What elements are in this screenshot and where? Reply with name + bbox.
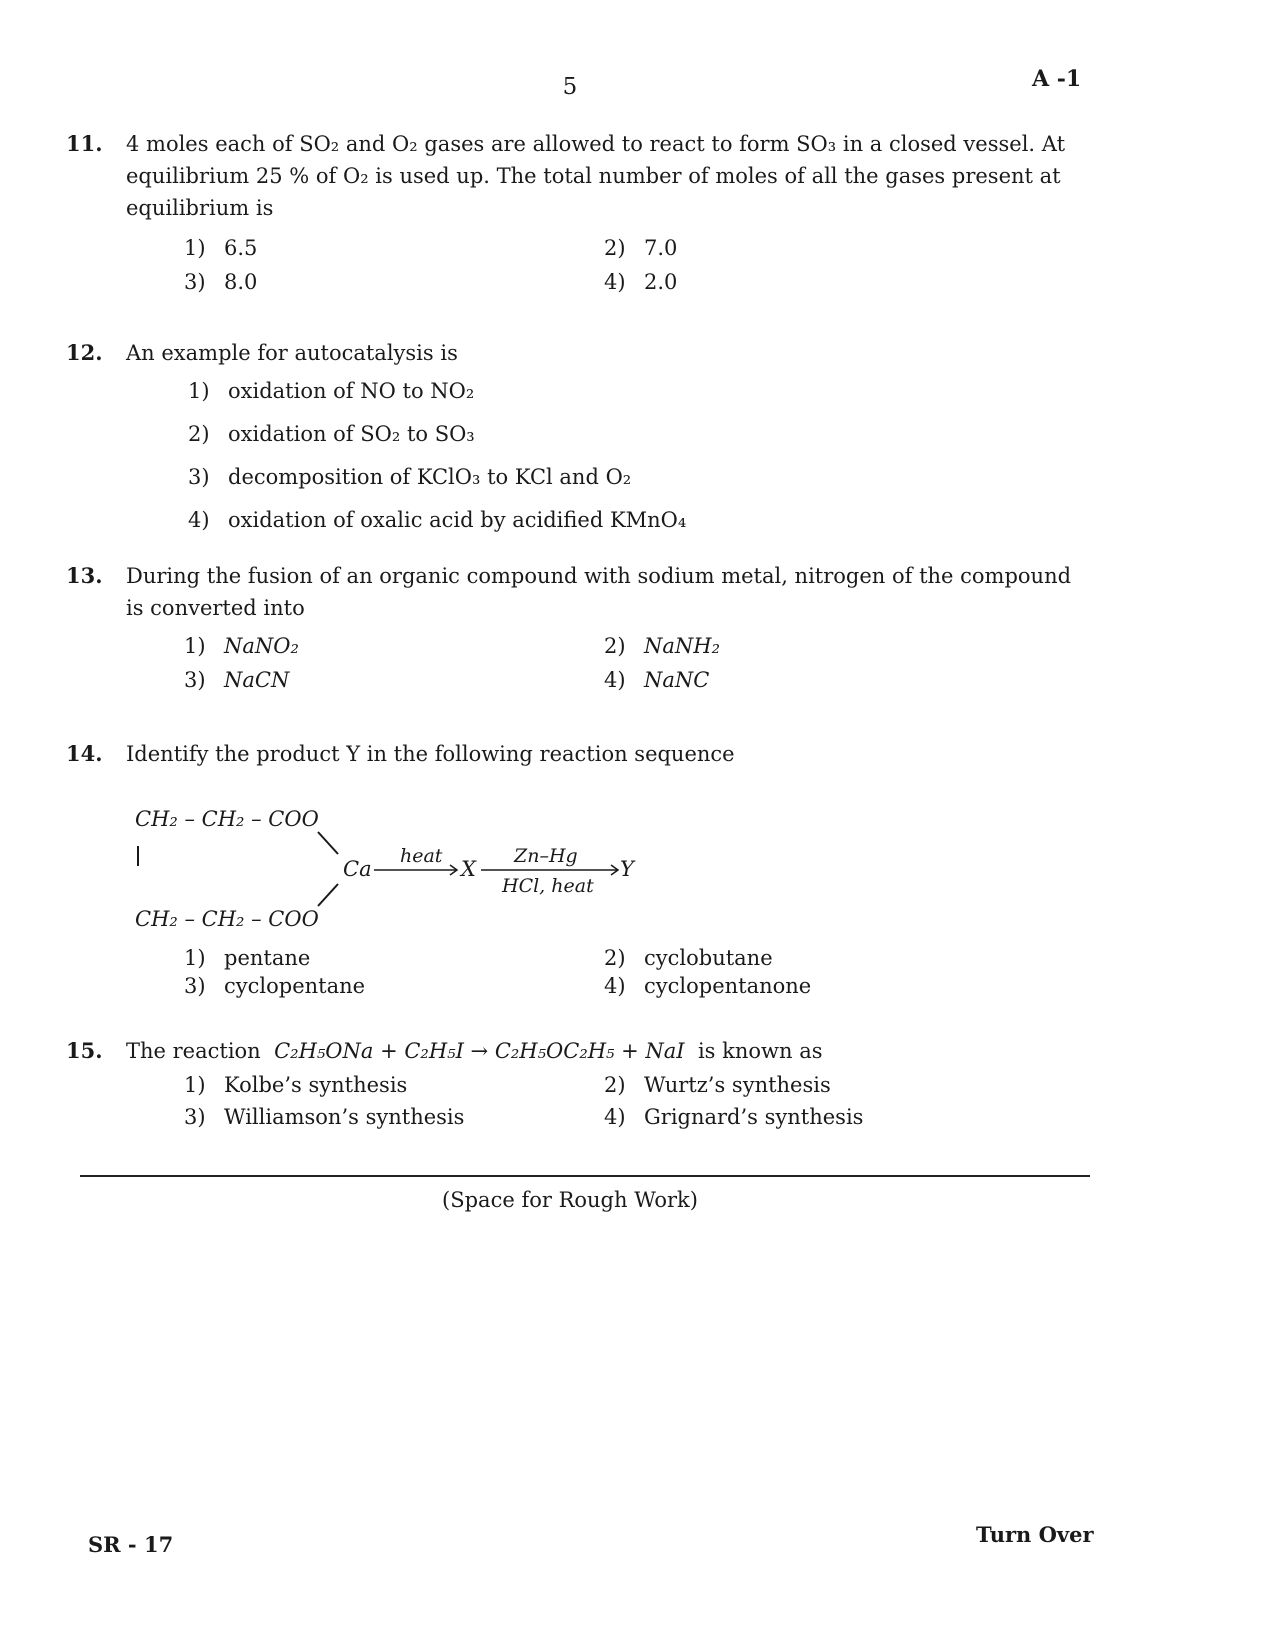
question-number: 15.	[66, 1038, 103, 1063]
question-14-options	[66, 946, 1086, 998]
product-y: Y	[620, 857, 634, 881]
question-number: 11.	[66, 131, 103, 156]
option-3: 3) decomposition of KClO₃ to KCl and O₂	[188, 465, 632, 489]
options	[188, 379, 1086, 551]
option-4: 4) Grignard’s synthesis	[604, 1105, 864, 1129]
page-number: 5	[562, 74, 578, 100]
question-stem: An example for autocatalysis is	[126, 341, 458, 365]
question-number: 13.	[66, 563, 103, 588]
option-4: 4) oxidation of oxalic acid by acidified KMnO₄	[188, 508, 687, 532]
question-stem: 4 moles each of SO₂ and O₂ gases are allowed to react to form SO₃ in a closed vessel. At equilibrium 25 % of O₂ is used up. The total number of moles of all the gases present at equilibrium is	[126, 132, 1066, 220]
options	[184, 236, 1086, 294]
option-4: 4) cyclopentanone	[604, 974, 812, 998]
question-14	[66, 738, 1086, 770]
rough-work-label: (Space for Rough Work)	[442, 1188, 698, 1212]
option-1: 1) Kolbe’s synthesis	[184, 1073, 408, 1097]
top-chain: CH₂ – CH₂ – COO	[135, 807, 319, 831]
arrow1-label: heat	[400, 845, 443, 867]
question-11	[66, 128, 1086, 294]
reaction-equation: C₂H₅ONa + C₂H₅I → C₂H₅OC₂H₅ + NaI	[274, 1039, 685, 1063]
option-3: 3) NaCN	[184, 668, 290, 692]
question-stem: Identify the product Y in the following reaction sequence	[126, 742, 735, 766]
question-number: 14.	[66, 741, 103, 766]
reaction-scheme	[130, 802, 690, 937]
paper-code: A -1	[1032, 66, 1082, 92]
option-4: 4) NaNC	[604, 668, 710, 692]
intermediate-x: X	[461, 857, 476, 881]
options	[184, 946, 1086, 998]
option-1: 1) NaNO₂	[184, 634, 299, 658]
question-12	[66, 337, 1086, 551]
question-15	[66, 1035, 1086, 1129]
option-2: 2) Wurtz’s synthesis	[604, 1073, 831, 1097]
option-3: 3) 8.0	[184, 270, 258, 294]
option-2: 2) 7.0	[604, 236, 678, 260]
turn-over-label: Turn Over	[976, 1522, 1094, 1547]
question-number: 12.	[66, 340, 103, 365]
option-2: 2) cyclobutane	[604, 946, 773, 970]
arrow2-reagent-bottom: HCl, heat	[502, 875, 594, 897]
option-3: 3) Williamson’s synthesis	[184, 1105, 465, 1129]
bottom-chain: CH₂ – CH₂ – COO	[135, 907, 319, 931]
arrow2-reagent-top: Zn–Hg	[514, 845, 578, 867]
option-1: 1) 6.5	[184, 236, 258, 260]
ca-bond-bottom	[318, 884, 338, 906]
divider-rule	[80, 1175, 1090, 1177]
option-1: 1) oxidation of NO to NO₂	[188, 379, 475, 403]
option-4: 4) 2.0	[604, 270, 678, 294]
options	[184, 1073, 1086, 1129]
question-stem: During the fusion of an organic compound with sodium metal, nitrogen of the compound is converted into	[126, 564, 1072, 620]
question-stem: The reaction C₂H₅ONa + C₂H₅I → C₂H₅OC₂H₅ + NaI is known as	[126, 1039, 823, 1063]
option-3: 3) cyclopentane	[184, 974, 366, 998]
footer-code: SR - 17	[88, 1532, 174, 1557]
options	[184, 634, 1086, 692]
ca-bond-top	[318, 832, 338, 854]
question-13	[66, 560, 1086, 692]
option-1: 1) pentane	[184, 946, 311, 970]
option-2: 2) NaNH₂	[604, 634, 721, 658]
calcium-label: Ca	[343, 857, 372, 881]
option-2: 2) oxidation of SO₂ to SO₃	[188, 422, 475, 446]
